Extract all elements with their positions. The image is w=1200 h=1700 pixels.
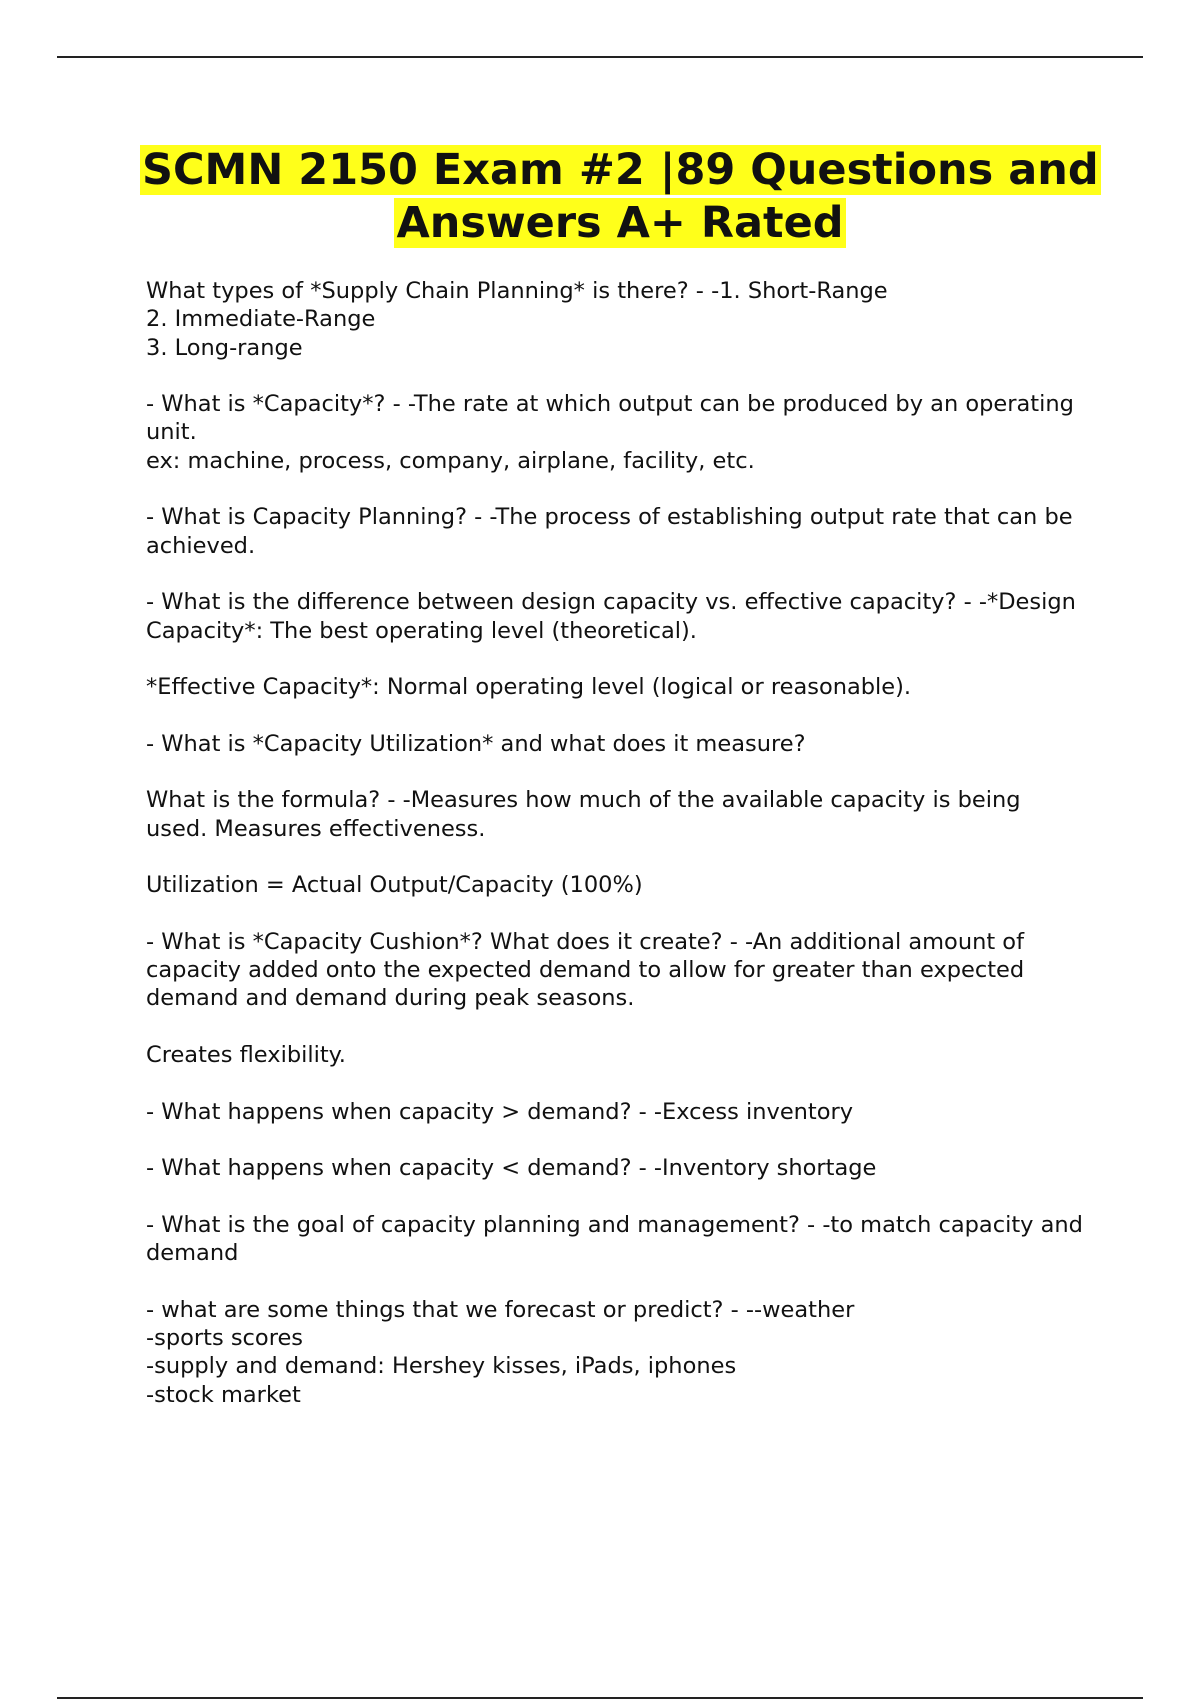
top-rule [57, 56, 1143, 58]
qa-supply-chain-planning: What types of *Supply Chain Planning* is there? - -1. Short-Range 2. Immediate-Range 3. Long-range [146, 278, 888, 361]
document-body [146, 277, 1086, 1409]
qa-forecast-things: - what are some things that we forecast or predict? - --weather -sports scores -supply and demand: Hershey kisses, iPads, iphones -stock market [146, 1296, 855, 1408]
qa-capacity-greater: - What happens when capacity > demand? - -Excess inventory [146, 1098, 854, 1125]
qa-capacity: - What is *Capacity*? - -The rate at which output can be produced by an operating unit. ex: machine, process, company, airplane, facility, etc. [146, 391, 1074, 474]
qa-effective-capacity: *Effective Capacity*: Normal operating level (logical or reasonable). [146, 674, 912, 701]
document-title [140, 144, 1100, 250]
qa-capacity-less: - What happens when capacity < demand? - -Inventory shortage [146, 1155, 877, 1182]
title-highlight: SCMN 2150 Exam #2 |89 Questions and Answers A+ Rated [142, 145, 1099, 248]
qa-capacity-cushion: - What is *Capacity Cushion*? What does it create? - -An additional amount of capacity added onto the expected demand to allow for greater than expected demand and demand during peak seasons. [146, 928, 1025, 1012]
qa-goal-capacity-planning: - What is the goal of capacity planning and management? - -to match capacity and demand [146, 1211, 1083, 1267]
qa-utilization-formula-question: What is the formula? - -Measures how much of the available capacity is being used. Measures effectiveness. [146, 787, 1021, 842]
qa-utilization-formula: Utilization = Actual Output/Capacity (100%) [146, 872, 643, 899]
qa-capacity-planning: - What is Capacity Planning? - -The process of establishing output rate that can be achieved. [146, 504, 1073, 559]
bottom-rule [57, 1697, 1143, 1699]
qa-creates-flexibility: Creates flexibility. [146, 1042, 346, 1069]
qa-capacity-utilization: - What is *Capacity Utilization* and what does it measure? [146, 730, 806, 757]
qa-design-vs-effective: - What is the difference between design capacity vs. effective capacity? - -*Design Capacity*: The best operating level (theoretical). [146, 589, 1076, 644]
